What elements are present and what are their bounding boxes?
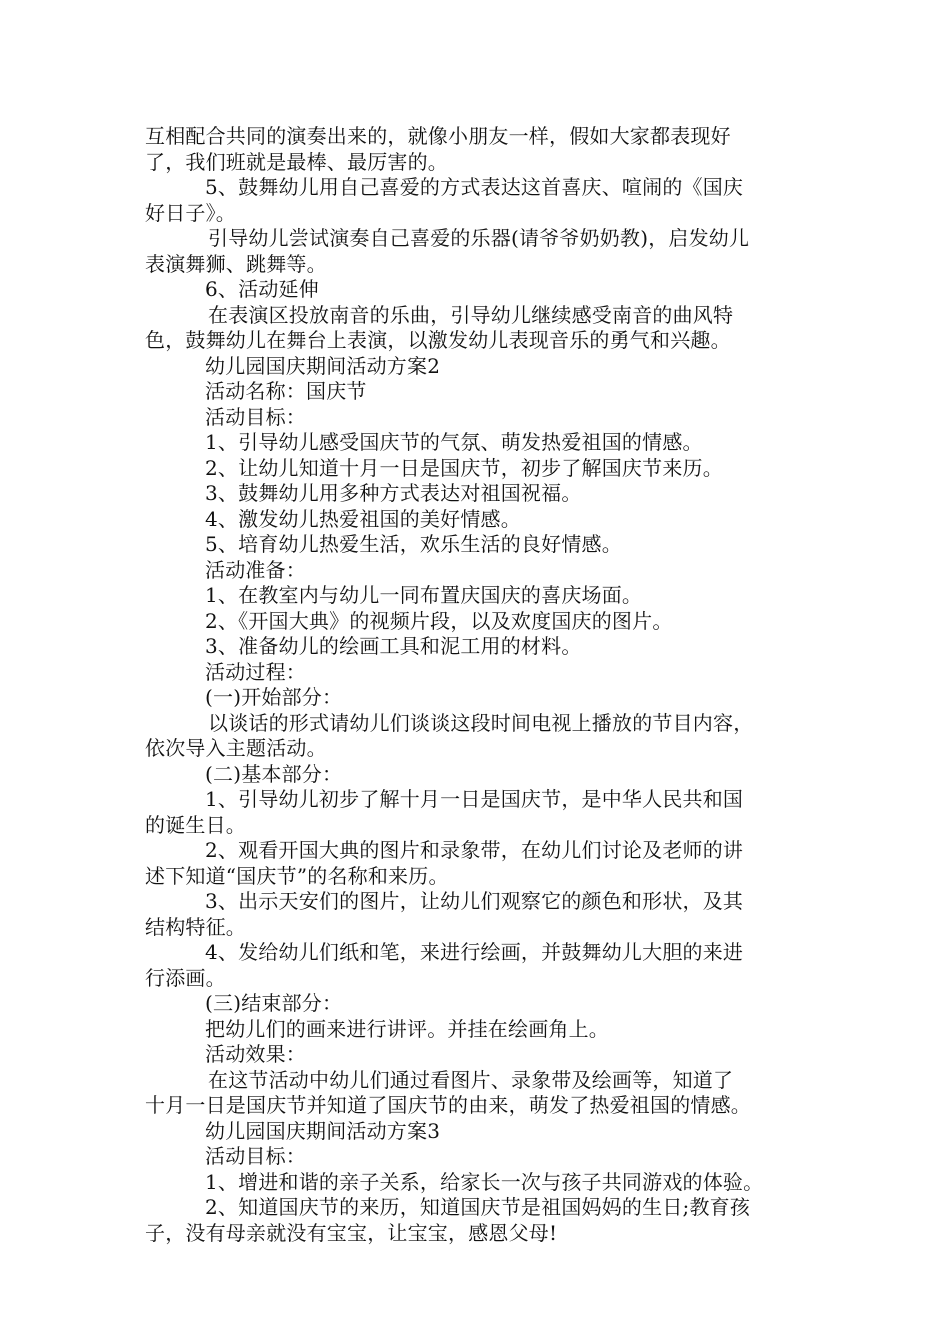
- text-line: (二)基本部分：: [205, 761, 343, 786]
- text-line: 活动过程：: [205, 659, 306, 684]
- text-line: 3、出示天安们的图片，让幼儿们观察它的颜色和形状，及其: [205, 889, 744, 913]
- text-line: 活动准备：: [205, 557, 306, 582]
- text-line: 1、在教室内与幼儿一同布置庆国庆的喜庆场面。: [205, 583, 643, 607]
- text-line: 3、准备幼儿的绘画工具和泥工用的材料。: [205, 634, 582, 658]
- text-line: 活动名称：国庆节: [205, 379, 367, 403]
- text-line: 幼儿园国庆期间活动方案3: [205, 1118, 441, 1143]
- text-line: 述下知道“国庆节”的名称和来历。: [145, 863, 449, 888]
- text-line: 2、知道国庆节的来历，知道国庆节是祖国妈妈的生日;教育孩: [205, 1195, 751, 1219]
- text-line: 把幼儿们的画来进行讲评。并挂在绘画角上。: [205, 1016, 609, 1041]
- text-line: 结构特征。: [145, 914, 246, 939]
- text-line: 在表演区投放南音的乐曲，引导幼儿继续感受南音的曲风特: [208, 302, 734, 327]
- text-line: 1、引导幼儿初步了解十月一日是国庆节，是中华人民共和国: [205, 787, 744, 811]
- text-line: 2、让幼儿知道十月一日是国庆节，初步了解国庆节来历。: [205, 455, 723, 480]
- text-line: 行添画。: [145, 965, 226, 990]
- text-line: 5、培育幼儿热爱生活，欢乐生活的良好情感。: [205, 532, 622, 556]
- text-line: 的诞生日。: [145, 812, 246, 837]
- text-line: 引导幼儿尝试演奏自己喜爱的乐器(请爷爷奶奶教)，启发幼儿: [208, 226, 750, 250]
- document-body: [145, 124, 810, 1246]
- text-line: 1、增进和谐的亲子关系，给家长一次与孩子共同游戏的体验。: [205, 1169, 764, 1194]
- text-line: 4、发给幼儿们纸和笔，来进行绘画，并鼓舞幼儿大胆的来进: [205, 940, 744, 964]
- text-line: 表演舞狮、跳舞等。: [145, 251, 327, 276]
- text-line: 2、《开国大典》的视频片段，以及欢度国庆的图片。: [205, 608, 673, 633]
- text-line: 3、鼓舞幼儿用多种方式表达对祖国祝福。: [205, 481, 582, 505]
- text-line: 依次导入主题活动。: [145, 736, 327, 760]
- text-line: 2、观看开国大典的图片和录象带，在幼儿们讨论及老师的讲: [205, 838, 744, 862]
- text-line: (三)结束部分：: [205, 991, 343, 1015]
- text-line: 1、引导幼儿感受国庆节的气氛、萌发热爱祖国的情感。: [205, 430, 703, 454]
- text-line: 色，鼓舞幼儿在舞台上表演，以激发幼儿表现音乐的勇气和兴趣。: [145, 328, 731, 352]
- text-line: 互相配合共同的演奏出来的，就像小朋友一样，假如大家都表现好: [145, 124, 731, 148]
- text-line: (一)开始部分：: [205, 685, 343, 709]
- text-line: 好日子》。: [145, 200, 236, 225]
- text-line: 6、活动延伸: [205, 277, 319, 301]
- text-line: 了，我们班就是最棒、最厉害的。: [145, 149, 448, 174]
- text-line: 活动效果：: [205, 1042, 306, 1066]
- text-line: 活动目标：: [205, 1144, 306, 1168]
- text-line: 十月一日是国庆节并知道了国庆节的由来，萌发了热爱祖国的情感。: [145, 1093, 751, 1117]
- text-line: 幼儿园国庆期间活动方案2: [205, 353, 441, 378]
- text-line: 以谈话的形式请幼儿们谈谈这段时间电视上播放的节目内容，: [208, 710, 754, 735]
- text-line: 活动目标：: [205, 404, 306, 429]
- text-line: 5、鼓舞幼儿用自己喜爱的方式表达这首喜庆、喧闹的《国庆: [205, 175, 744, 199]
- text-line: 在这节活动中幼儿们通过看图片、录象带及绘画等，知道了: [208, 1067, 734, 1092]
- text-line: 4、激发幼儿热爱祖国的美好情感。: [205, 506, 521, 531]
- text-line: 子，没有母亲就没有宝宝，让宝宝，感恩父母!: [145, 1220, 558, 1245]
